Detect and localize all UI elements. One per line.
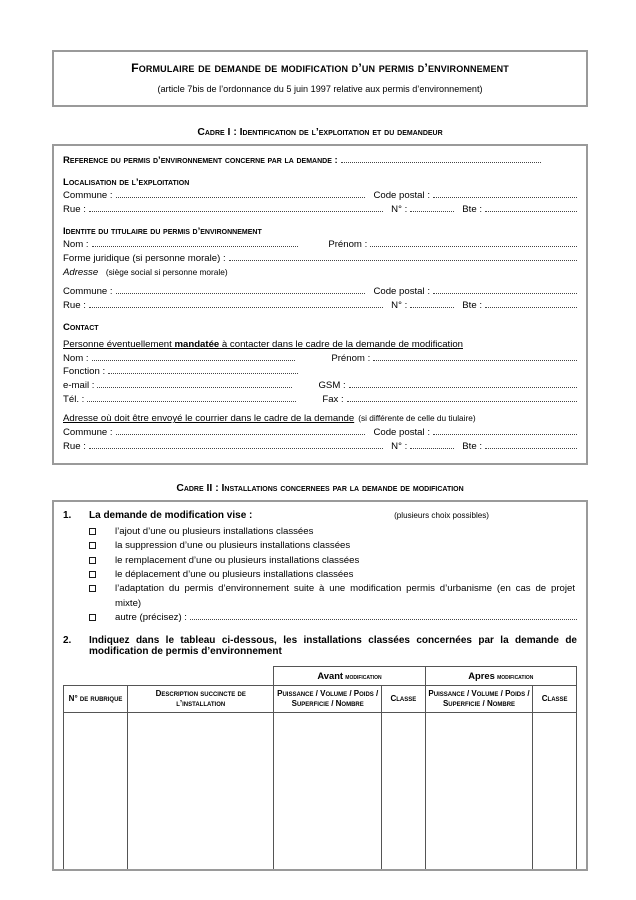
identite-forme-juridique-row (63, 252, 577, 266)
contact-heading: Contact (63, 321, 99, 333)
courrier-numero-input[interactable] (410, 441, 454, 449)
localisation-rue-label: Rue : (63, 204, 86, 216)
installations-table (63, 666, 577, 869)
table-column-header-row (64, 685, 577, 712)
identite-forme-juridique-input[interactable] (229, 253, 577, 261)
question-1-options (63, 525, 577, 626)
option-ajout-label: l’ajout d’une ou plusieurs installations classées (115, 525, 314, 537)
contact-tel-row (63, 393, 577, 407)
identite-codepostal-label: Code postal : (373, 285, 430, 297)
cadre-2-heading: Cadre II : Installations concernees par la demande de modification (176, 482, 464, 494)
identite-nom-row (63, 238, 577, 252)
localisation-bte-input[interactable] (485, 204, 577, 212)
table-group-before (274, 666, 425, 685)
identite-nom-label: Nom : (63, 238, 89, 250)
contact-nom-row (63, 352, 577, 366)
table-group-header-row (64, 666, 577, 685)
cell-avant-puissance[interactable] (274, 712, 382, 869)
option-adaptation-label: l’adaptation du permis d’environnement suite à une modification permis d’urbanisme (en cas de projet mixte) (115, 583, 575, 609)
contact-nom-input[interactable] (92, 353, 296, 361)
cadre-1-frame (52, 144, 588, 465)
contact-tel-label: Tél. : (63, 394, 85, 406)
courrier-rue-row (63, 440, 577, 454)
contact-gsm-input[interactable] (349, 380, 577, 388)
localisation-commune-row (63, 189, 577, 203)
courrier-commune-row (63, 426, 577, 440)
column-header-avant-puissance: Puissance / Volume / Poids / Superficie / Nombre (274, 685, 382, 712)
localisation-numero-input[interactable] (410, 204, 454, 212)
identite-commune-row (63, 285, 577, 299)
reference-permis-label: Reference du permis d’environnement concerne par la demande : (63, 155, 338, 167)
identite-commune-input[interactable] (116, 286, 366, 294)
localisation-codepostal-input[interactable] (433, 190, 577, 198)
question-2-row (63, 635, 577, 657)
courrier-codepostal-input[interactable] (433, 427, 577, 435)
identite-heading: Identite du titulaire du permis d’environnement (63, 225, 262, 237)
table-group-after-rest: modification (497, 671, 534, 681)
identite-bte-input[interactable] (485, 300, 577, 308)
contact-fonction-row (63, 365, 577, 379)
courrier-heading-row (63, 412, 577, 426)
identite-numero-input[interactable] (410, 300, 454, 308)
contact-tel-input[interactable] (87, 394, 296, 402)
spacer (63, 217, 577, 226)
courrier-heading: Adresse où doit être envoyé le courrier dans le cadre de la demande (63, 413, 355, 425)
identite-prenom-input[interactable] (370, 239, 577, 247)
page-subtitle: (article 7bis de l’ordonnance du 5 juin 1997 relative aux permis d’environnement) (157, 84, 483, 95)
page-title: Formulaire de demande de modification d’un permis d’environnement (131, 61, 509, 75)
contact-email-row (63, 379, 577, 393)
cell-apres-classe[interactable] (533, 712, 577, 869)
option-suppression[interactable] (63, 539, 577, 553)
checkbox-adaptation-icon[interactable] (89, 582, 115, 596)
option-remplacement-label: le remplacement d’une ou plusieurs installations classées (115, 554, 360, 566)
spacer (63, 313, 577, 322)
checkbox-autre-icon[interactable] (89, 611, 115, 625)
question-2-text: Indiquez dans le tableau ci-dessous, les installations classées concernées par la demande de modification de permis d’environnement (89, 634, 577, 657)
column-header-apres-puissance: Puissance / Volume / Poids / Superficie / Nombre (425, 685, 533, 712)
identite-adresse-row (63, 266, 577, 280)
cadre-2-frame (52, 500, 588, 871)
cadre-1-heading: Cadre I : Identification de l’exploitation et du demandeur (197, 127, 443, 139)
identite-rue-row (63, 299, 577, 313)
table-group-after-strong: Apres (468, 669, 495, 681)
courrier-numero-label: N° : (391, 440, 408, 452)
contact-gsm-label: GSM : (318, 380, 346, 392)
identite-rue-input[interactable] (89, 300, 383, 308)
localisation-heading: Localisation de l’exploitation (63, 177, 190, 189)
identite-adresse-label: Adresse (63, 266, 99, 278)
contact-fax-label: Fax : (322, 394, 344, 406)
localisation-rue-row (63, 203, 577, 217)
identite-codepostal-input[interactable] (433, 286, 577, 294)
contact-intro (63, 338, 463, 352)
contact-intro-part-b: à contacter dans le cadre de la demande de modification (219, 338, 463, 350)
contact-nom-label: Nom : (63, 352, 89, 364)
identite-forme-juridique-label: Forme juridique (si personne morale) : (63, 252, 226, 264)
identite-commune-label: Commune : (63, 285, 113, 297)
cell-description[interactable] (128, 712, 274, 869)
contact-email-label: e-mail : (63, 380, 95, 392)
spacer (63, 168, 577, 177)
option-ajout[interactable] (63, 525, 577, 539)
spacer (63, 626, 577, 635)
localisation-rue-input[interactable] (89, 204, 383, 212)
option-autre-input[interactable] (190, 612, 577, 620)
localisation-commune-label: Commune : (63, 190, 113, 202)
identite-rue-label: Rue : (63, 299, 86, 311)
table-group-before-strong: Avant (317, 669, 344, 681)
contact-intro-mandatee: mandatée (174, 338, 220, 350)
option-deplacement-label: le déplacement d’une ou plusieurs installations classées (115, 569, 354, 581)
question-1-number: 1. (63, 509, 72, 521)
courrier-commune-label: Commune : (63, 427, 113, 439)
contact-intro-part-a: Personne éventuellement (63, 338, 175, 350)
question-1-hint: (plusieurs choix possibles) (394, 510, 489, 520)
cell-rubrique[interactable] (64, 712, 128, 869)
column-header-description: Description succincte de l’installation (128, 685, 274, 712)
courrier-commune-input[interactable] (116, 427, 366, 435)
contact-fonction-label: Fonction : (63, 366, 106, 378)
courrier-bte-input[interactable] (485, 441, 577, 449)
contact-prenom-label: Prénom : (331, 352, 371, 364)
reference-permis-row (63, 154, 577, 168)
table-row (64, 712, 577, 869)
courrier-rue-input[interactable] (89, 441, 383, 449)
localisation-codepostal-label: Code postal : (373, 190, 430, 202)
option-autre-label: autre (précisez) : (115, 612, 187, 624)
table-group-before-rest: modification (345, 671, 382, 681)
cell-avant-classe[interactable] (382, 712, 426, 869)
column-header-avant-classe: Classe (382, 685, 426, 712)
question-2-number: 2. (63, 634, 72, 646)
localisation-bte-label: Bte : (462, 204, 482, 216)
identite-numero-label: N° : (391, 299, 408, 311)
cell-apres-puissance[interactable] (425, 712, 533, 869)
option-deplacement[interactable] (63, 568, 577, 582)
table-group-after (425, 666, 576, 685)
localisation-commune-input[interactable] (116, 190, 366, 198)
table-group-blank-cell (64, 666, 274, 685)
identite-adresse-note: (siège social si personne morale) (105, 266, 228, 277)
option-suppression-label: la suppression d’une ou plusieurs installations classées (115, 540, 351, 552)
checkbox-remplacement-icon[interactable] (89, 554, 115, 568)
option-autre[interactable] (63, 611, 577, 625)
reference-permis-input[interactable] (341, 155, 541, 163)
question-1-row (63, 510, 577, 521)
option-remplacement[interactable] (63, 554, 577, 568)
column-header-apres-classe: Classe (533, 685, 577, 712)
courrier-rue-label: Rue : (63, 440, 86, 452)
question-1-text: La demande de modification vise : (89, 509, 253, 521)
identite-bte-label: Bte : (462, 299, 482, 311)
form-title-box (52, 50, 588, 107)
checkbox-deplacement-icon[interactable] (89, 568, 115, 582)
courrier-note: (si différente de celle du tiulaire) (358, 413, 476, 424)
contact-fax-input[interactable] (347, 394, 577, 402)
contact-email-input[interactable] (97, 380, 292, 388)
courrier-codepostal-label: Code postal : (373, 427, 430, 439)
localisation-numero-label: N° : (391, 204, 408, 216)
checkbox-suppression-icon[interactable] (89, 539, 115, 553)
identite-prenom-label: Prénom : (328, 238, 368, 250)
courrier-bte-label: Bte : (462, 440, 482, 452)
identite-nom-input[interactable] (92, 239, 299, 247)
checkbox-ajout-icon[interactable] (89, 525, 115, 539)
option-adaptation[interactable] (63, 582, 577, 611)
contact-prenom-input[interactable] (373, 353, 577, 361)
contact-fonction-input[interactable] (108, 367, 298, 375)
column-header-rubrique: N° de rubrique (64, 685, 128, 712)
